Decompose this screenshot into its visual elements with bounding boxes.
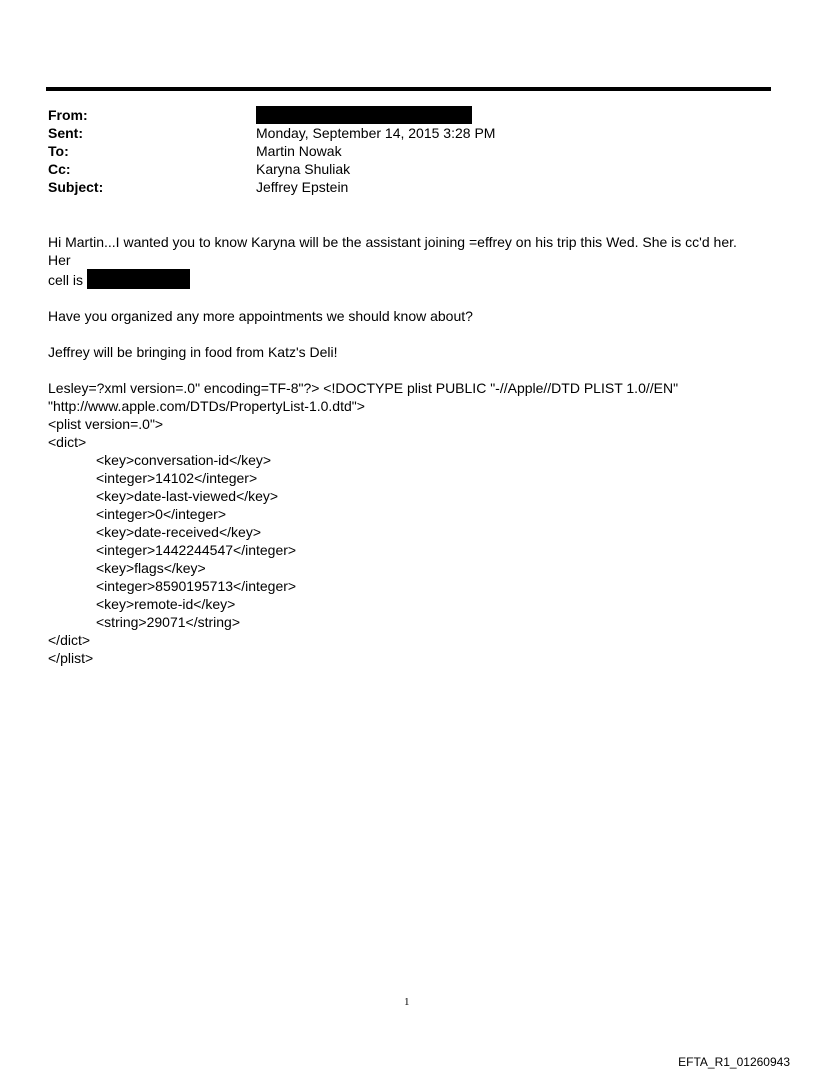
subject-label: Subject: (48, 179, 104, 195)
code-line: <dict> (48, 434, 87, 450)
body-paragraph: Jeffrey will be bringing in food from Katz's Deli! (48, 344, 338, 360)
to-value: Martin Nowak (256, 143, 342, 159)
header-rule (46, 87, 771, 91)
from-value (256, 106, 472, 124)
cc-value: Karyna Shuliak (256, 161, 351, 177)
body-line: Hi Martin...I wanted you to know Karyna will be the assistant joining =effrey on his trip this Wed. She is cc'd her. Her (48, 234, 737, 268)
code-line: Lesley=?xml version=.0" encoding=TF-8"?> <!DOCTYPE plist PUBLIC "-//Apple//DTD PLIST 1.0//EN" (48, 380, 679, 396)
code-line: <plist version=.0"> (48, 416, 164, 432)
sent-label: Sent: (48, 125, 83, 141)
code-line: <key>conversation-id</key> (96, 452, 272, 468)
sent-value: Monday, September 14, 2015 3:28 PM (256, 125, 496, 141)
email-body (48, 233, 763, 667)
body-paragraph (48, 233, 763, 289)
email-header (48, 106, 748, 196)
code-line: <key>date-last-viewed</key> (96, 488, 279, 504)
code-line: <integer>14102</integer> (96, 470, 258, 486)
code-line: <string>29071</string> (96, 614, 240, 630)
cc-label: Cc: (48, 161, 71, 177)
code-line: <key>date-received</key> (96, 524, 261, 540)
redaction-box (87, 269, 190, 289)
to-label: To: (48, 143, 69, 159)
code-line: <integer>0</integer> (96, 506, 226, 522)
subject-row (48, 178, 748, 196)
code-line: "http://www.apple.com/DTDs/PropertyList-1.0.dtd"> (48, 398, 365, 414)
code-line: </plist> (48, 650, 94, 666)
redaction-box (256, 106, 472, 124)
subject-value: Jeffrey Epstein (256, 179, 349, 195)
sent-row (48, 124, 748, 142)
page-number: 1 (404, 996, 410, 1008)
cc-row (48, 160, 748, 178)
code-line: <integer>8590195713</integer> (96, 578, 297, 594)
code-line: </dict> (48, 632, 91, 648)
code-line: <integer>1442244547</integer> (96, 542, 297, 558)
code-line: <key>flags</key> (96, 560, 206, 576)
plist-block (48, 379, 763, 667)
document-id: EFTA_R1_01260943 (678, 1055, 790, 1069)
body-paragraph: Have you organized any more appointments we should know about? (48, 308, 473, 324)
from-label: From: (48, 107, 88, 123)
code-line: <key>remote-id</key> (96, 596, 236, 612)
body-line: cell is (48, 272, 87, 288)
to-row (48, 142, 748, 160)
from-row (48, 106, 748, 124)
